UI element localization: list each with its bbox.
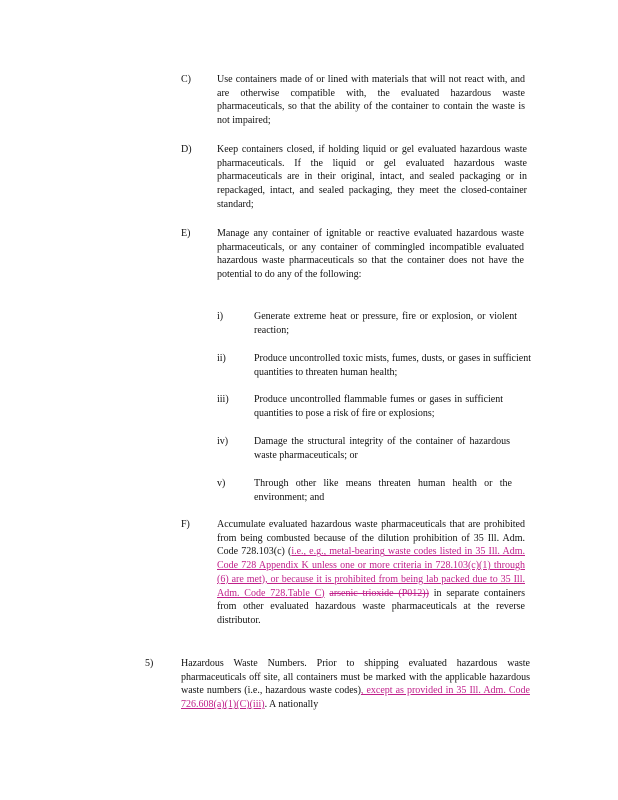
- item-c-text: Use containers made of or lined with materials that will not react with, and are otherwise compatible with, the evaluated hazardous waste pharmaceuticals, so that the ability of the container to contain the waste is not impaired;: [217, 74, 525, 127]
- subitem-text: [254, 352, 531, 379]
- item-5-text: [181, 657, 530, 712]
- subitem-text: [254, 435, 510, 462]
- subitem-ii-text: Produce uncontrolled toxic mists, fumes, dusts, or gases in sufficient quantities to threaten human health;: [254, 353, 531, 378]
- subitem-label: iii): [217, 394, 229, 405]
- subitem-label: iv): [217, 436, 229, 447]
- subitem-iii-text: Produce uncontrolled flammable fumes or gases in sufficient quantities to pose a risk of fire or explosions;: [254, 394, 503, 419]
- item-text: [217, 227, 524, 282]
- subitem-text: [254, 393, 503, 420]
- subitem-label: ii): [217, 353, 226, 364]
- item-label: 5): [145, 658, 154, 669]
- subitem-iv-text: Damage the structural integrity of the container of hazardous waste pharmaceuticals; or: [254, 436, 510, 461]
- item-text: [217, 143, 527, 212]
- text-span: . A nationally: [264, 699, 319, 711]
- inserted-text: , except as provided in 35 Ill. Adm. Code 726.608(a)(1)(C)(iii): [181, 685, 530, 711]
- section-heading: Hazardous Waste Numbers.: [181, 658, 307, 669]
- text-span: Prior to shipping evaluated hazardous waste pharmaceuticals off site, all containers must be marked with the applicable hazardous waste numbers (i.e., hazardous waste codes): [181, 658, 530, 697]
- subitem-text: [254, 477, 512, 504]
- text-span: Accumulate evaluated hazardous waste pharmaceuticals that are prohibited from being combusted because of the dilution prohibition of 35 Ill. Adm. Code 728.103(c) (: [217, 519, 525, 558]
- item-f-text: [217, 518, 525, 628]
- deleted-text: arsenic trioxide (P012)): [329, 587, 429, 599]
- item-d-text: Keep containers closed, if holding liquid or gel evaluated hazardous waste pharmaceuticals. If the liquid or gel evaluated hazardous waste pharmaceuticals are in their original, intact, and sealed packaging or in repackaged, intact, and sealed packaging, they meet the closed-container standard;: [217, 144, 527, 210]
- subitem-text: [254, 310, 517, 337]
- item-e-text: Manage any container of ignitable or reactive evaluated hazardous waste pharmaceuticals, or any container of commingled incompatible evaluated hazardous waste pharmaceuticals so that the container does not have the potential to do any of the following:: [217, 228, 524, 281]
- subitem-i-text: Generate extreme heat or pressure, fire or explosion, or violent reaction;: [254, 311, 517, 336]
- item-text: [217, 73, 525, 128]
- subitem-label: i): [217, 311, 224, 322]
- text-span: in separate containers from other evaluated hazardous waste pharmaceuticals at the reverse distributor.: [217, 587, 526, 626]
- subitem-v-text: Through other like means threaten human health or the environment; and: [254, 478, 512, 503]
- item-label: E): [181, 228, 191, 239]
- item-label: F): [181, 519, 190, 530]
- item-label: C): [181, 74, 191, 85]
- inserted-text: i.e., e.g., metal-bearing waste codes listed in 35 Ill. Adm. Code 728 Appendix K unless one or more criteria in 728.103(c)(1) through (6) are met), or because it is prohibited from being lab packed due to 35 Ill. Adm. Code 728.Table C): [217, 546, 525, 599]
- item-label: D): [181, 144, 192, 155]
- subitem-label: v): [217, 478, 226, 489]
